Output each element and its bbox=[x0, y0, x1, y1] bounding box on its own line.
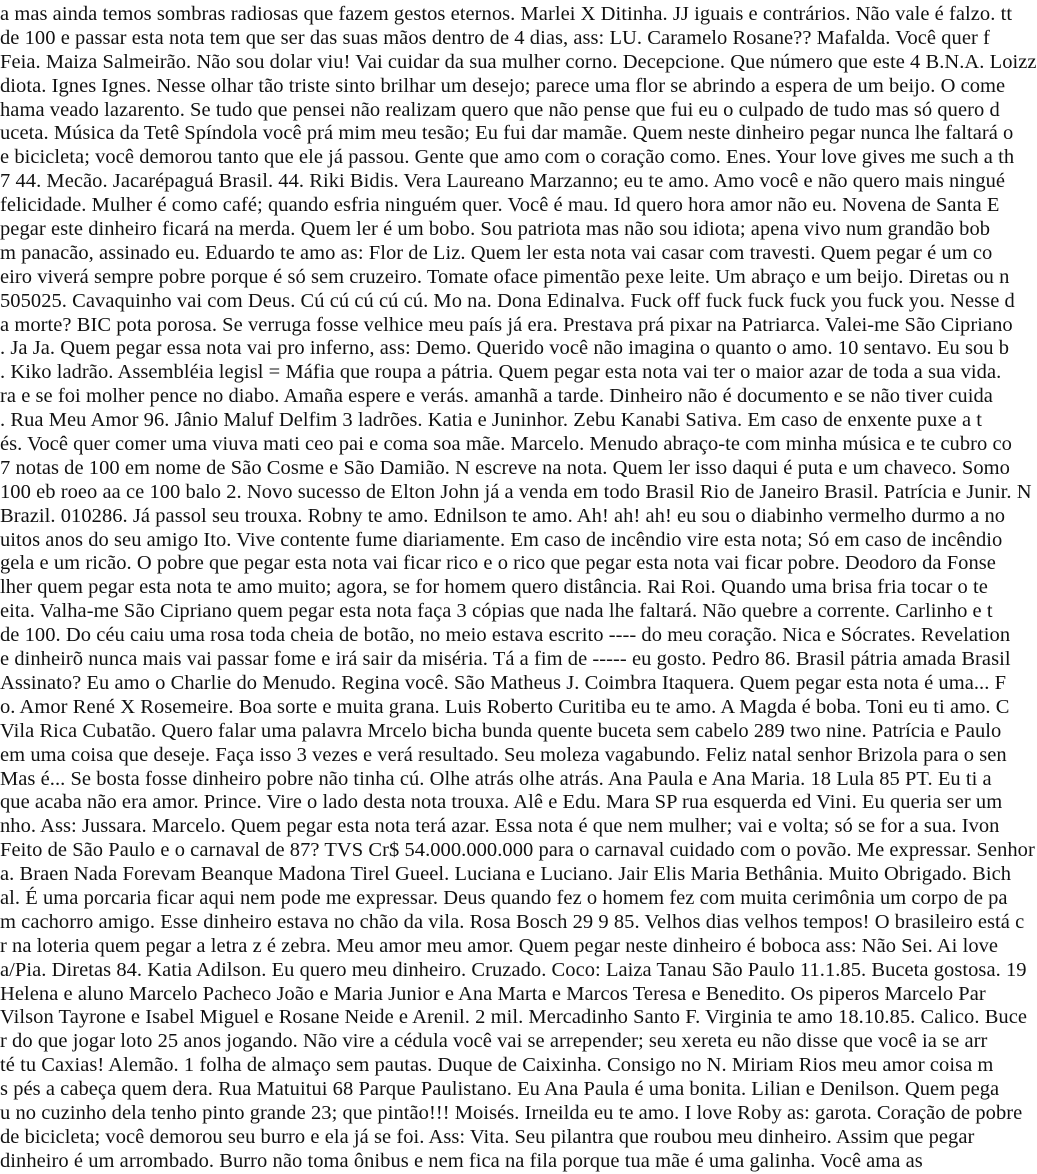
text-line-12: eiro viverá sempre pobre porque é só sem cruzeiro. Tomate oface pimentão pexe leite. Um abraço e um beijo. Diretas ou n bbox=[0, 265, 1010, 288]
text-line-36: Feito de São Paulo e o carnaval de 87? TVS Cr$ 54.000.000.000 para o carnaval cuidado com o povão. Me expressar. Senhor bbox=[0, 839, 1035, 862]
text-line-11: m panacão, assinado eu. Eduardo te amo as: Flor de Liz. Quem ler esta nota vai casar com travesti. Quem pegar é um co bbox=[0, 241, 993, 264]
text-line-32: em uma coisa que deseje. Faça isso 3 vezes e verá resultado. Seu moleza vagabundo. Feliz natal senhor Brizola para o sen bbox=[0, 743, 1007, 766]
text-line-44: r do que jogar loto 25 anos jogando. Não vire a cédula você vai se arrepender; seu xereta eu não disse que você ia se arr bbox=[0, 1030, 988, 1053]
text-line-31: Vila Rica Cubatão. Quero falar uma palavra Mrcelo bicha bunda quente buceta sem cabelo 289 two nine. Patrícia e Paulo bbox=[0, 719, 1002, 742]
text-line-3: Feia. Maiza Salmeirão. Não sou dolar viu! Vai cuidar da sua mulher corno. Decepcione. Que número que este 4 B.N.A. Loizz bbox=[0, 50, 1037, 73]
text-line-41: a/Pia. Diretas 84. Katia Adilson. Eu quero meu dinheiro. Cruzado. Coco: Laiza Tanau São Paulo 11.1.85. Buceta gostosa. 19 bbox=[0, 958, 1027, 981]
text-line-42: Helena e aluno Marcelo Pacheco João e Maria Junior e Ana Marta e Marcos Teresa e Benedito. Os piperos Marcelo Par bbox=[0, 982, 986, 1005]
text-line-47: u no cuzinho dela tenho pinto grande 23; que pintão!!! Moisés. Irneilda eu te amo. I love Roby as: garota. Coração de pobre bbox=[0, 1101, 1023, 1124]
text-line-7: e bicicleta; você demorou tanto que ele já passou. Gente que amo com o coração como. Enes. Your love gives me such a th bbox=[0, 146, 1015, 169]
text-line-2: de 100 e passar esta nota tem que ser das suas mãos dentro de 4 dias, ass: LU. Caramelo Rosane?? Mafalda. Você quer f bbox=[0, 26, 990, 49]
text-line-48: de bicicleta; você demorou seu burro e ela já se foi. Ass: Vita. Seu pilantra que roubou meu dinheiro. Assim que pegar bbox=[0, 1125, 975, 1148]
text-line-5: hama veado lazarento. Se tudo que pensei não realizam quero que não pense que fui eu o culpado de tudo mas só quero d bbox=[0, 98, 1000, 121]
text-line-38: al. É uma porcaria ficar aqui nem pode me expressar. Deus quando fez o homem fez com muita cerimônia um corpo de pa bbox=[0, 886, 1008, 909]
text-line-21: 100 eb roeo aa ce 100 balo 2. Novo sucesso de Elton John já a venda em todo Brasil Rio de Janeiro Brasil. Patrícia e Junir. N bbox=[0, 480, 1032, 503]
text-line-20: 7 notas de 100 em nome de São Cosme e São Damião. N escreve na nota. Quem ler isso daqui é puta e um chaveco. Somo bbox=[0, 456, 1010, 479]
text-line-6: uceta. Música da Tetê Spíndola você prá mim meu tesão; Eu fui dar mamãe. Quem neste dinheiro pegar nunca lhe faltará o bbox=[0, 122, 1014, 145]
text-line-29: Assinato? Eu amo o Charlie do Menudo. Regina você. São Matheus J. Coimbra Itaquera. Quem pegar esta nota é uma... F bbox=[0, 671, 1007, 694]
text-line-43: Vilson Tayrone e Isabel Miguel e Rosane Neide e Arenil. 2 mil. Mercadinho Santo F. Virginia te amo 18.10.85. Calico. Buce bbox=[0, 1006, 1028, 1029]
text-line-28: e dinheirõ nunca mais vai passar fome e irá sair da miséria. Tá a fim de ----- eu gosto. Pedro 86. Brasil pátria amada Brasil bbox=[0, 648, 1011, 671]
text-line-10: pegar este dinheiro ficará na merda. Quem ler é um bobo. Sou patriota mas não sou idiota; apena vivo num grandão bob bbox=[0, 218, 991, 241]
text-line-14: a morte? BIC pota porosa. Se verruga fosse velhice meu país já era. Prestava prá pixar na Patriarca. Valei-me São Cipriano bbox=[0, 313, 1013, 336]
text-line-49: dinheiro é um arrombado. Burro não toma ônibus e nem fica na fila porque tua mãe é uma galinha. Você ama as bbox=[0, 1149, 923, 1172]
text-line-35: nho. Ass: Jussara. Marcelo. Quem pegar esta nota terá azar. Essa nota é que nem mulher; vai e volta; só se for a sua. Ivon bbox=[0, 815, 1000, 838]
text-line-45: té tu Caxias! Alemão. 1 folha de almaço sem pautas. Duque de Caixinha. Consigo no N. Miriam Rios meu amor coisa m bbox=[0, 1054, 994, 1077]
text-line-15: . Ja Ja. Quem pegar essa nota vai pro inferno, ass: Demo. Querido você não imagina o quanto o amo. 10 sentavo. Eu sou b bbox=[0, 337, 1010, 360]
text-line-9: felicidade. Mulher é como café; quando esfria ninguém quer. Você é mau. Id quero hora amor não eu. Novena de Santa E bbox=[0, 194, 1000, 217]
text-line-13: 505025. Cavaquinho vai com Deus. Cú cú cú cú cú. Mo na. Dona Edinalva. Fuck off fuck fuck fuck you fuck you. Nesse d bbox=[0, 289, 1015, 312]
text-line-33: Mas é... Se bosta fosse dinheiro pobre não tinha cú. Olhe atrás olhe atrás. Ana Paula e Ana Maria. 18 Lula 85 PT. Eu ti a bbox=[0, 767, 992, 790]
text-line-37: a. Braen Nada Forevam Beanque Madona Tirel Gueel. Luciana e Luciano. Jair Elis Maria Bethânia. Muito Obrigado. Bich bbox=[0, 863, 1012, 886]
text-line-25: lher quem pegar esta nota te amo muito; agora, se for homem quero distância. Rai Roi. Quando uma brisa fria tocar o te bbox=[0, 576, 988, 599]
text-line-1: a mas ainda temos sombras radiosas que fazem gestos eternos. Marlei X Ditinha. JJ iguais e contrários. Não vale é falzo. tt bbox=[0, 3, 1013, 25]
text-line-4: diota. Ignes Ignes. Nesse olhar tão triste sinto brilhar um desejo; parece uma flor se abrindo a espera de um beijo. O come bbox=[0, 74, 1006, 97]
text-line-18: . Rua Meu Amor 96. Jânio Maluf Delfim 3 ladrões. Katia e Juninhor. Zebu Kanabi Sativa. Em caso de enxente puxe a t bbox=[0, 409, 983, 432]
text-line-40: r na loteria quem pegar a letra z é zebra. Meu amor meu amor. Quem pegar neste dinheiro é boboca ass: Não Sei. Ai love bbox=[0, 934, 999, 957]
text-line-24: gela e um ricão. O pobre que pegar esta nota vai ficar rico e o rico que pegar esta nota vai ficar pobre. Deodoro da Fonse bbox=[0, 552, 996, 575]
text-line-34: que acaba não era amor. Prince. Vire o lado desta nota trouxa. Alê e Edu. Mara SP rua esquerda ed Vini. Eu queria ser um bbox=[0, 791, 1003, 814]
text-line-27: de 100. Do céu caiu uma rosa toda cheia de botão, no meio estava escrito ---- do meu coração. Nica e Sócrates. Revelation bbox=[0, 624, 1011, 647]
text-line-19: és. Você quer comer uma viuva mati ceo pai e coma soa mãe. Marcelo. Menudo abraço-te com minha música e te cubro co bbox=[0, 433, 1012, 456]
text-line-22: Brazil. 010286. Já passol seu trouxa. Robny te amo. Ednilson te amo. Ah! ah! ah! eu sou o diabinho vermelho durmo a no bbox=[0, 504, 1006, 527]
text-line-16: . Kiko ladrão. Assembléia legisl = Máfia que roupa a pátria. Quem pegar esta nota vai ter o maior azar de toda a sua vida. bbox=[0, 361, 1002, 384]
text-line-30: o. Amor René X Rosemeire. Boa sorte e muita grana. Luis Roberto Curitiba eu te amo. A Magda é boba. Toni eu ti amo. C bbox=[0, 695, 1010, 718]
text-line-23: uitos anos do seu amigo Ito. Vive contente fume diariamente. Em caso de incêndio vire esta nota; Só em caso de incêndio bbox=[0, 528, 1003, 551]
text-line-8: 7 44. Mecão. Jacarépaguá Brasil. 44. Riki Bidis. Vera Laureano Marzanno; eu te amo. Amo você e não quero mais ningué bbox=[0, 170, 1006, 193]
text-line-46: s pés a cabeça quem dera. Rua Matuitui 68 Parque Paulistano. Eu Ana Paula é uma bonita. Lilian e Denilson. Quem pega bbox=[0, 1078, 1000, 1101]
text-line-26: eita. Valha-me São Cipriano quem pegar esta nota faça 3 cópias que nada lhe faltará. Não quebre a corrente. Carlinho e t bbox=[0, 600, 993, 623]
text-line-17: ra e se foi molher pence no diabo. Amaña espere e verás. amanhã a tarde. Dinheiro não é documento e se não tiver cuida bbox=[0, 385, 993, 408]
text-line-39: m cachorro amigo. Esse dinheiro estava no chão da vila. Rosa Bosch 29 9 85. Velhos dias velhos tempos! O brasileiro está c bbox=[0, 910, 1025, 933]
